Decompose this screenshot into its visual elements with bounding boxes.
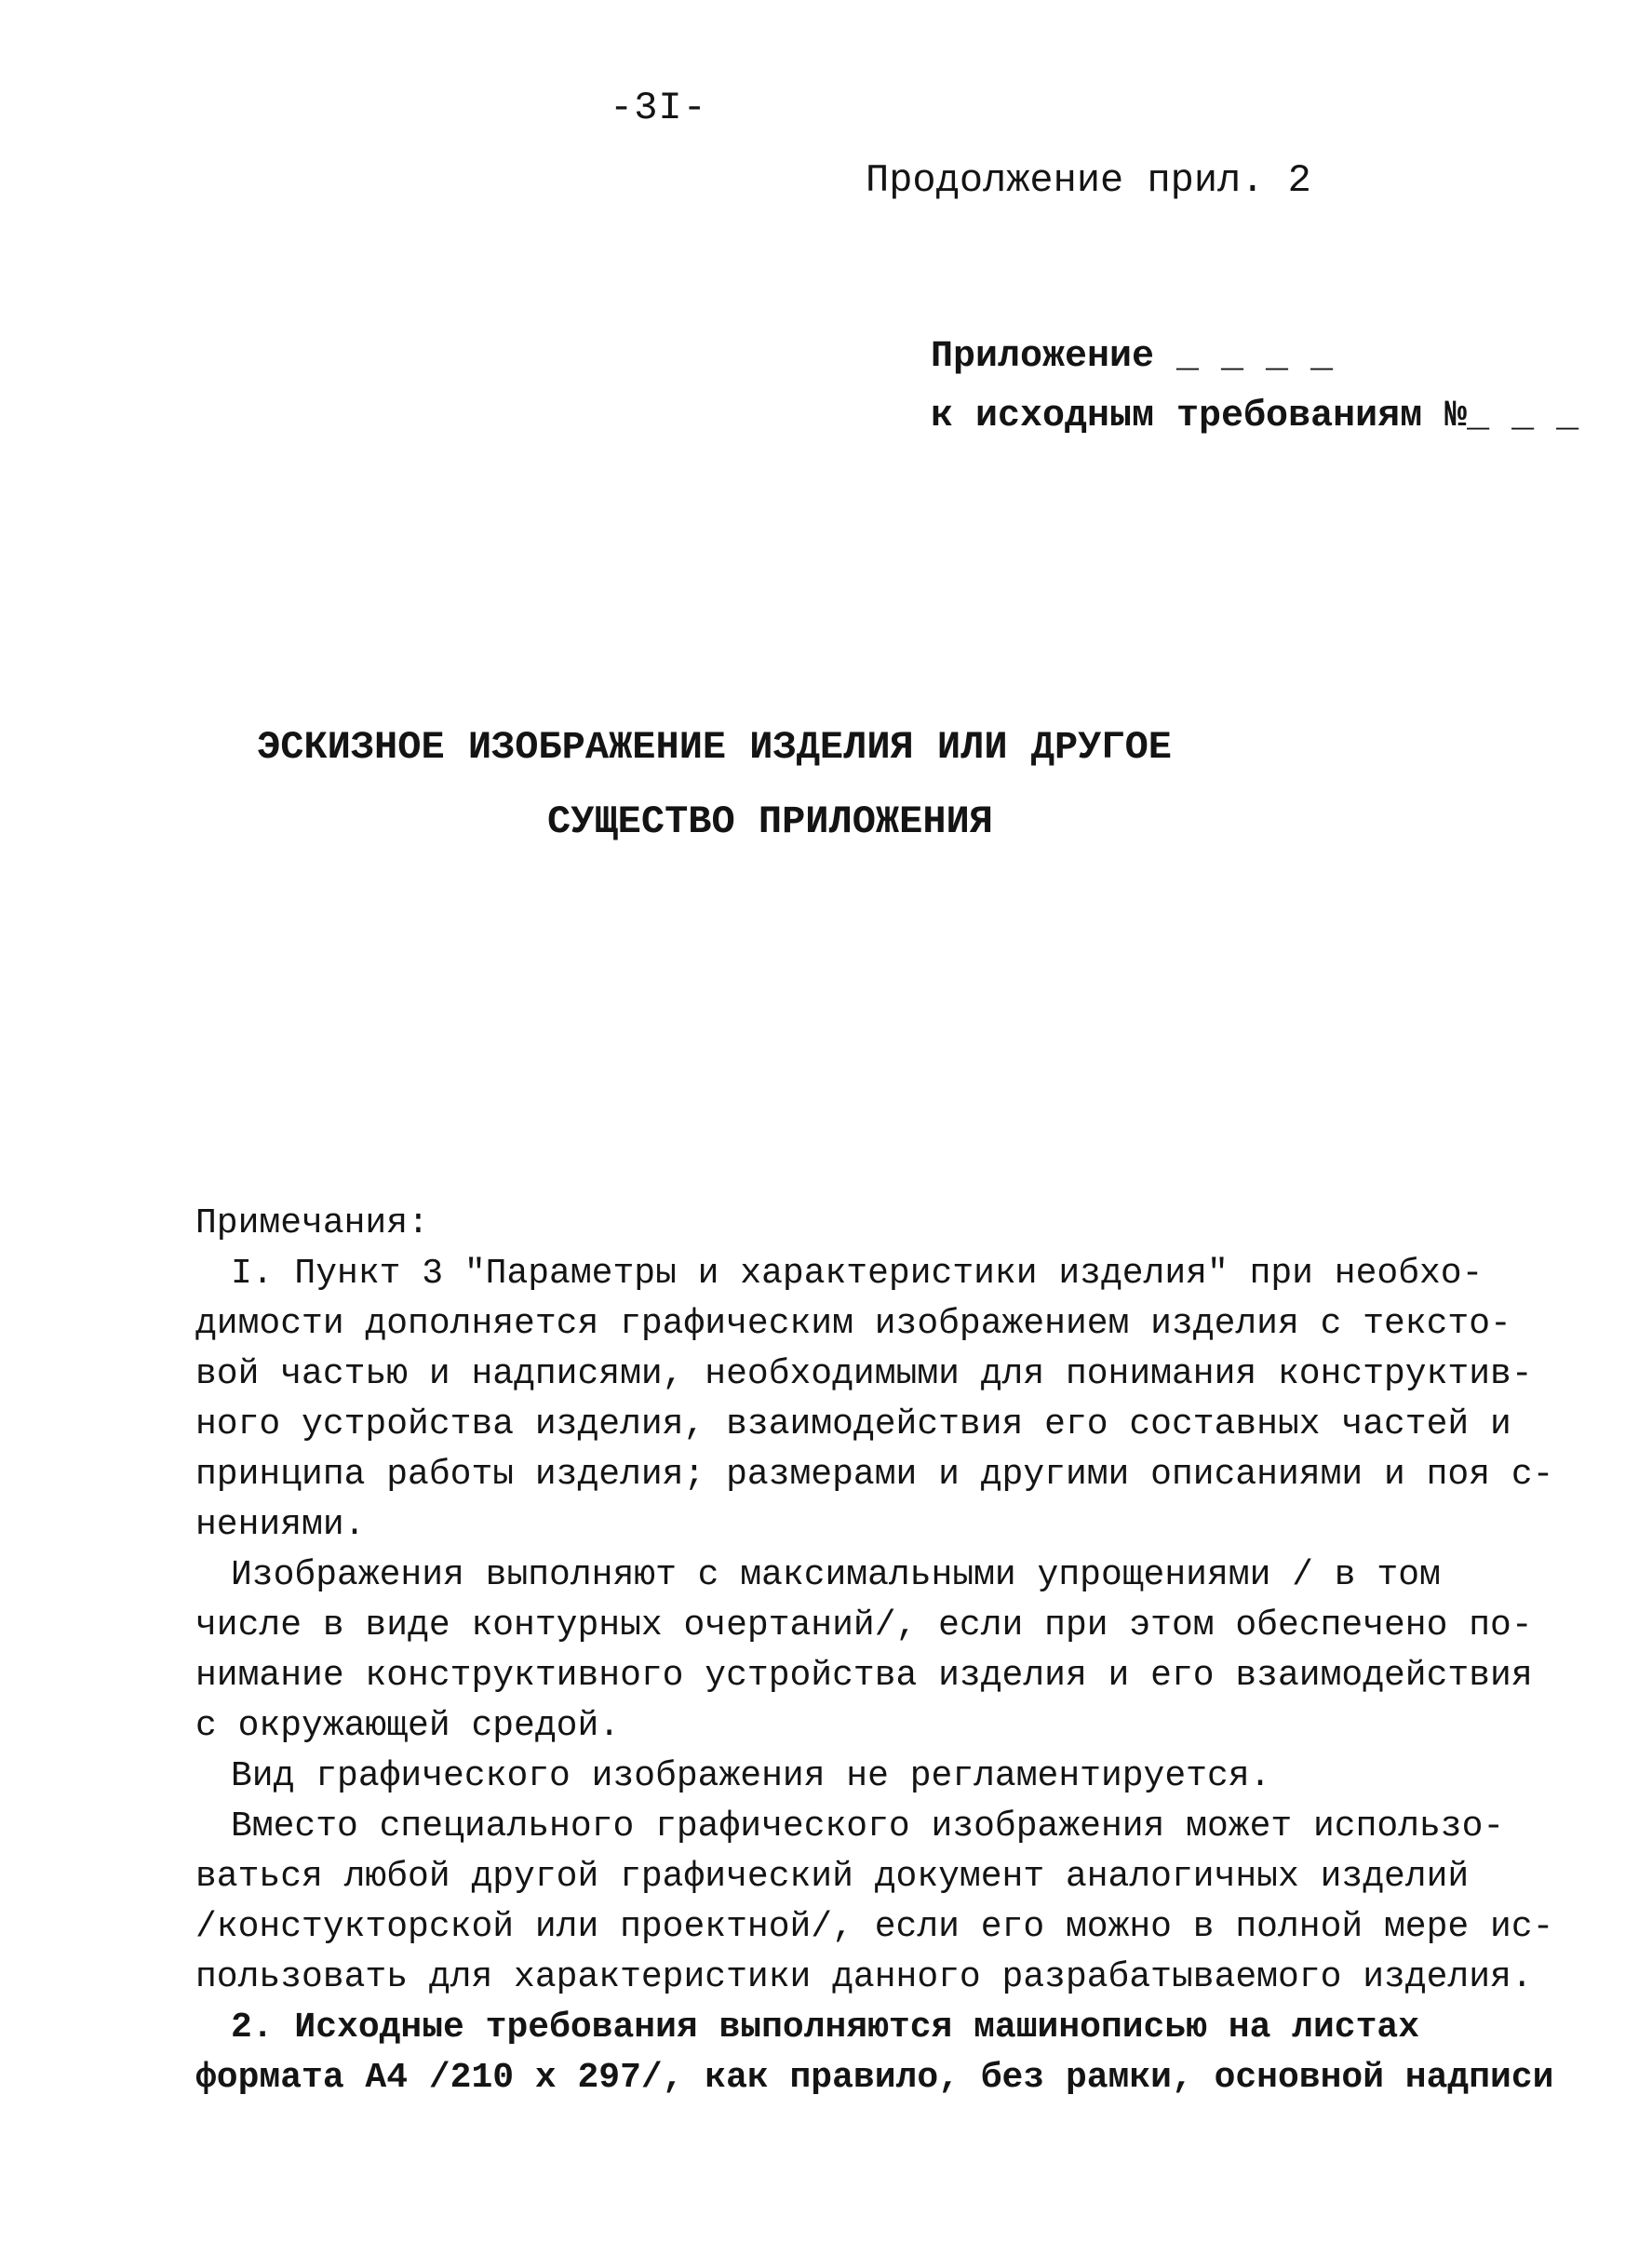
notes-line: ного устройства изделия, взаимодействия его составных частей и	[195, 1404, 1511, 1444]
notes-line: Изображения выполняют с максимальными упрощениями / в том	[231, 1555, 1441, 1595]
notes-line: нениями.	[195, 1505, 366, 1545]
notes-line: 2. Исходные требования выполняются машинописью на листах	[231, 2008, 1420, 2048]
notes-line: нимание конструктивного устройства изделия и его взаимодействия	[195, 1656, 1533, 1696]
continuation-label: Продолжение прил. 2	[866, 158, 1311, 203]
title-line-2: СУЩЕСТВО ПРИЛОЖЕНИЯ	[547, 799, 993, 844]
notes-line: принципа работы изделия; размерами и другими описаниями и поя с-	[195, 1455, 1554, 1495]
notes-line: димости дополняется графическим изображением изделия с тексто-	[195, 1304, 1511, 1344]
notes-section	[195, 1199, 1554, 2103]
notes-line: /констукторской или проектной/, если его можно в полной мере ис-	[195, 1907, 1554, 1947]
appendix-line-1: Приложение _ _ _ _	[931, 336, 1334, 378]
notes-line: Вид графического изображения не регламентируется.	[231, 1756, 1271, 1796]
notes-line: ваться любой другой графический документ аналогичных изделий	[195, 1857, 1470, 1897]
notes-line: с окружающей средой.	[195, 1706, 621, 1746]
notes-line: формата А4 /210 х 297/, как правило, без рамки, основной надписи	[195, 2058, 1554, 2098]
notes-line: вой частью и надписями, необходимыми для понимания конструктив-	[195, 1354, 1533, 1394]
notes-line: пользовать для характеристики данного разрабатываемого изделия.	[195, 1957, 1533, 1997]
notes-heading: Примечания:	[195, 1203, 429, 1243]
notes-line: Вместо специального графического изображения может использо-	[231, 1806, 1505, 1846]
appendix-line-2: к исходным требованиям №_ _ _	[931, 396, 1579, 437]
page-number: -3I-	[610, 86, 707, 130]
document-title	[0, 710, 1652, 859]
notes-line: I. Пункт 3 "Параметры и характеристики изделия" при необхо-	[231, 1254, 1484, 1294]
appendix-reference	[931, 328, 1578, 447]
notes-line: числе в виде контурных очертаний/, если при этом обеспечено по-	[195, 1605, 1533, 1645]
title-line-1: ЭСКИЗНОЕ ИЗОБРАЖЕНИЕ ИЗДЕЛИЯ ИЛИ ДРУГОЕ	[257, 725, 1172, 770]
